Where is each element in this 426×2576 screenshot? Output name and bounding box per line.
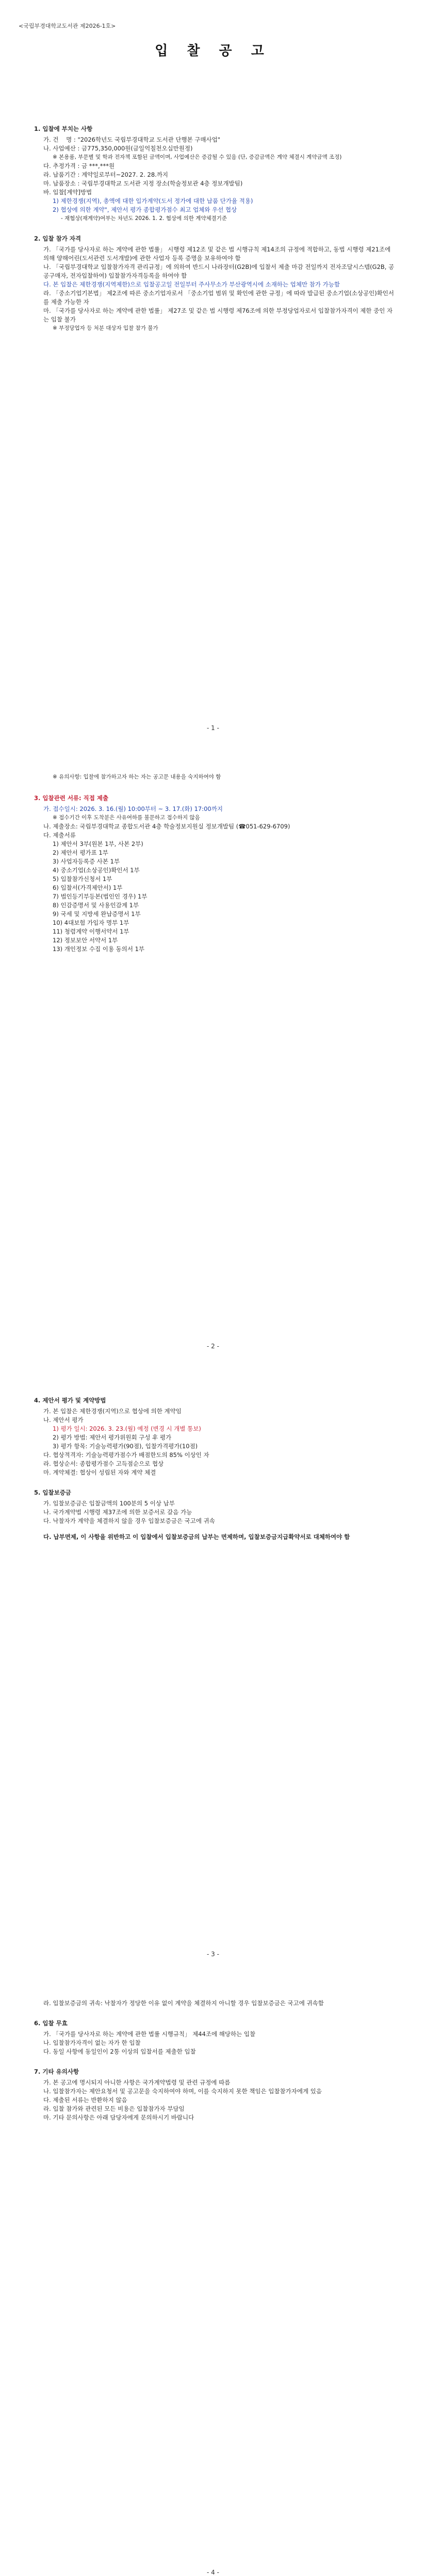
page-2-content [34,773,395,954]
s3-subitem: 2) 제안서 평가표 1부 [53,849,108,856]
s6-item: 다. 동일 사항에 동일인이 2통 이상의 입찰서를 제출한 입찰 [43,2048,196,2055]
s3-item: 다. 제출서류 [43,832,76,839]
s1-item: 라. 납품기간 : 계약일로부터~2027. 2. 28.까지 [43,171,169,178]
page-number: - 4 - [207,2569,219,2576]
s4-subitem: 3) 평가 항목: 기술능력평가(90점), 입찰가격평가(10점) [53,1443,198,1450]
s6-item: 나. 입찰참가자격이 없는 자가 한 입찰 [43,2039,141,2046]
s3-subitem: 12) 정보보안 서약서 1부 [53,937,118,944]
document-page-4 [0,1978,426,2576]
page-1-content [34,120,395,333]
s6-item: 가. 「국가를 당사자로 하는 계약에 관한 법률 시행규칙」 제44조에 해당하는 입찰 [43,2030,256,2038]
section-5-title: 5. 입찰보증금 [34,1489,71,1496]
s3-subitem: 8) 인감증명서 및 사용인감계 1부 [53,902,139,909]
document-page-2 [0,752,426,1370]
s3-subitem: 1) 제안서 3부(원본 1부, 사본 2부) [53,840,143,848]
s1-subitem: 2) 협상에 의한 계약", 제안서 평가 종합평가점수 최고 업체와 우선 협상 [53,206,237,213]
s4-item: 가. 본 입찰은 제한경쟁(지역)으로 협상에 의한 계약임 [43,1408,182,1415]
section-1-title: 1. 입찰에 부치는 사항 [34,125,93,132]
section-7-title: 7. 기타 유의사항 [34,2068,79,2075]
section-4-title: 4. 제안서 평가 및 계약방법 [34,1397,106,1404]
s1-subitem: 1) 제한경쟁(지역), 총액에 대한 입가계약(도서 정가에 대한 납품 단가율 적용) [53,197,253,205]
s4-subitem: 1) 평가 일시: 2026. 3. 23.(월) 예정 (변경 시 개별 통보) [53,1425,201,1432]
s7-item: 라. 입찰 참가와 관련된 모든 비용은 입찰참가자 부담임 [43,2105,185,2112]
s2-item: 나. 「국립부경대학교 입찰참가자격 관리규정」에 의하여 반드시 나라장터(G2B)에 입찰서 제출 마감 전일까지 전자조달시스템(G2B, 공공구매자, 전자입찰하여) 입찰참가자격등록을 하여야 함 [43,263,395,279]
page-number: - 2 - [207,1343,219,1350]
s2-item: 마. 「국가를 당사자로 하는 계약에 관한 법률」 제27조 및 같은 법 시행령 제76조에 의한 부정당업자로서 입찰참가자격이 제한 중인 자는 입찰 불가 [43,307,393,323]
s2-item: 가. 「국가를 당사자로 하는 계약에 관한 법률」 시행령 제12조 및 같은 법 시행규칙 제14조의 규정에 적합하고, 동법 시행령 제21조에 의해 양해어린(도서관련 도서개발)에 관한 사업자 등록 증명을 보유하여야 함 [43,246,392,262]
s3-subitem: 5) 입찰참가신청서 1부 [53,875,112,883]
section-3-title [34,794,395,803]
s7-item: 마. 기타 문의사항은 아래 담당자에게 문의하시기 바랍니다 [43,2114,194,2121]
s3-subitem: 4) 중소기업(소상공인)확인서 1부 [53,867,140,874]
s5-item: 가. 입찰보증금은 입찰금액의 100분의 5 이상 납부 [43,1500,175,1507]
page-number: - 1 - [207,724,219,732]
s3-item: 나. 제출장소: 국립부경대학교 종합도서관 4층 학술정보지원실 정보개발팀 (☎051-629-6709) [43,823,290,830]
s7-item: 나. 입찰참가자는 제안요청서 및 공고문을 숙지하여야 하며, 이를 숙지하지 못한 책임은 입찰참가자에게 있음 [43,2088,322,2095]
s2-item: 라. 「중소기업기본법」 제2조에 따른 중소기업자로서 「중소기업 범위 및 확인에 관한 규정」에 따라 발급된 중소기업(소상공인)확인서를 제출 가능한 자 [43,290,395,306]
s1-item: 가. 건 명 : "2026학년도 국립부경대학교 도서관 단행본 구매사업" [43,136,221,143]
s3-subitem: 9) 국세 및 지방세 완납증명서 1부 [53,910,141,918]
bid-bond-notice: 다. 납부면제, 이 사항을 위반하고 이 입찰에서 입찰보증금의 납부는 면제하며, 입찰보증금지급확약서로 대체하여야 함 [43,1533,350,1540]
s5-item: 나. 국가계약법 시행령 제37조에 의한 보증서로 갈음 가능 [43,1509,192,1516]
document-reference: <국립부경대학교도서관 제2026-1호> [19,23,116,29]
page-3-content [34,1391,395,1541]
s3-subitem: 3) 사업자등록증 사본 1부 [53,858,120,865]
s3-subitem: 6) 입찰서(가격제안서) 1부 [53,884,123,891]
s3-note: ※ 접수기간 이후 도착분은 사유여하를 불문하고 접수하지 않음 [53,815,200,821]
s2-note: ※ 부정당업자 등 처분 대상자 입찰 참가 불가 [53,325,158,331]
s4-subitem: 2) 평가 방법: 제안서 평가위원회 구성 후 평가 [53,1434,172,1441]
s3-subitem: 13) 개인정보 수집 이용 동의서 1부 [53,945,145,953]
s4-item: 다. 협상적격자: 기술능력평가점수가 배점한도의 85% 이상인 자 [43,1451,209,1459]
s5-item: 다. 낙찰자가 계약을 체결하지 않을 경우 입찰보증금은 국고에 귀속 [43,1517,215,1524]
s7-item: 다. 제출된 서류는 반환하지 않음 [43,2096,127,2104]
s3-item: 가. 접수일시: 2026. 3. 16.(월) 10:00부터 ~ 3. 17.(화) 17:00까지 [43,805,223,812]
section-6-title: 6. 입찰 무효 [34,2020,68,2027]
s2-item: 다. 본 입찰은 제한경쟁(지역제한)으로 입찰공고일 전일부터 주사무소가 부산광역시에 소재하는 업체만 참가 가능함 [43,281,340,288]
s1-item: 바. 입찰[계약]방법 [43,189,92,196]
s7-item: 가. 본 공고에 명시되지 아니한 사항은 국가계약법령 및 관련 규정에 따름 [43,2079,231,2086]
s1-item: 다. 추정가격 : 금 ***,***원 [43,162,115,170]
document-page-3 [0,1370,426,1978]
page-4-content [34,1999,395,2122]
s4-item: 라. 협상순서: 종합평가점수 고득점순으로 협상 [43,1460,164,1467]
section-2-title: 2. 입찰 참가 자격 [34,235,81,242]
s3-subitem: 10) 4대보험 가입자 명부 1부 [53,919,129,926]
s1-subnote: - 재협상(재계약)여부는 차년도 2026. 1. 2. 협상에 의한 계약체결기준 [61,215,227,222]
s1-item: 마. 납품장소 : 국립부경대학교 도서관 지정 장소(학술정보관 4층 정보개발팀) [43,180,243,187]
p2-note: ※ 유의사항: 입찰에 참가하고자 하는 자는 공고문 내용을 숙지하여야 함 [53,774,221,780]
document-page-1 [0,0,426,752]
s1-item: 나. 사업예산 : 금775,350,000원(금일억칠천오십만원정) [43,145,193,152]
document-title: 입 찰 공 고 [155,43,271,59]
s3-subitem: 7) 법인등기부등본(법인인 경우) 1부 [53,893,148,900]
s3-subitem: 11) 청렴계약 이행서약서 1부 [53,928,129,935]
section-3-title-text: 3. 입찰관련 서류: 직접 제출 [34,794,109,802]
s4-item: 나. 제안서 평가 [43,1416,84,1423]
p4-intro: 라. 입찰보증금의 귀속: 낙찰자가 정당한 이유 없이 계약을 체결하지 아니할 경우 입찰보증금은 국고에 귀속함 [43,1999,324,2007]
s1-note: ※ 본용품, 부문별 및 학과 전자책 포함된 금액이며, 사업예산은 증감될 수 있음 (단, 증감금액은 계약 체결시 계약금액 조정) [53,154,342,160]
page-number: - 3 - [207,1951,219,1958]
s4-item: 마. 계약체결: 협상이 성립된 자와 계약 체결 [43,1469,156,1476]
